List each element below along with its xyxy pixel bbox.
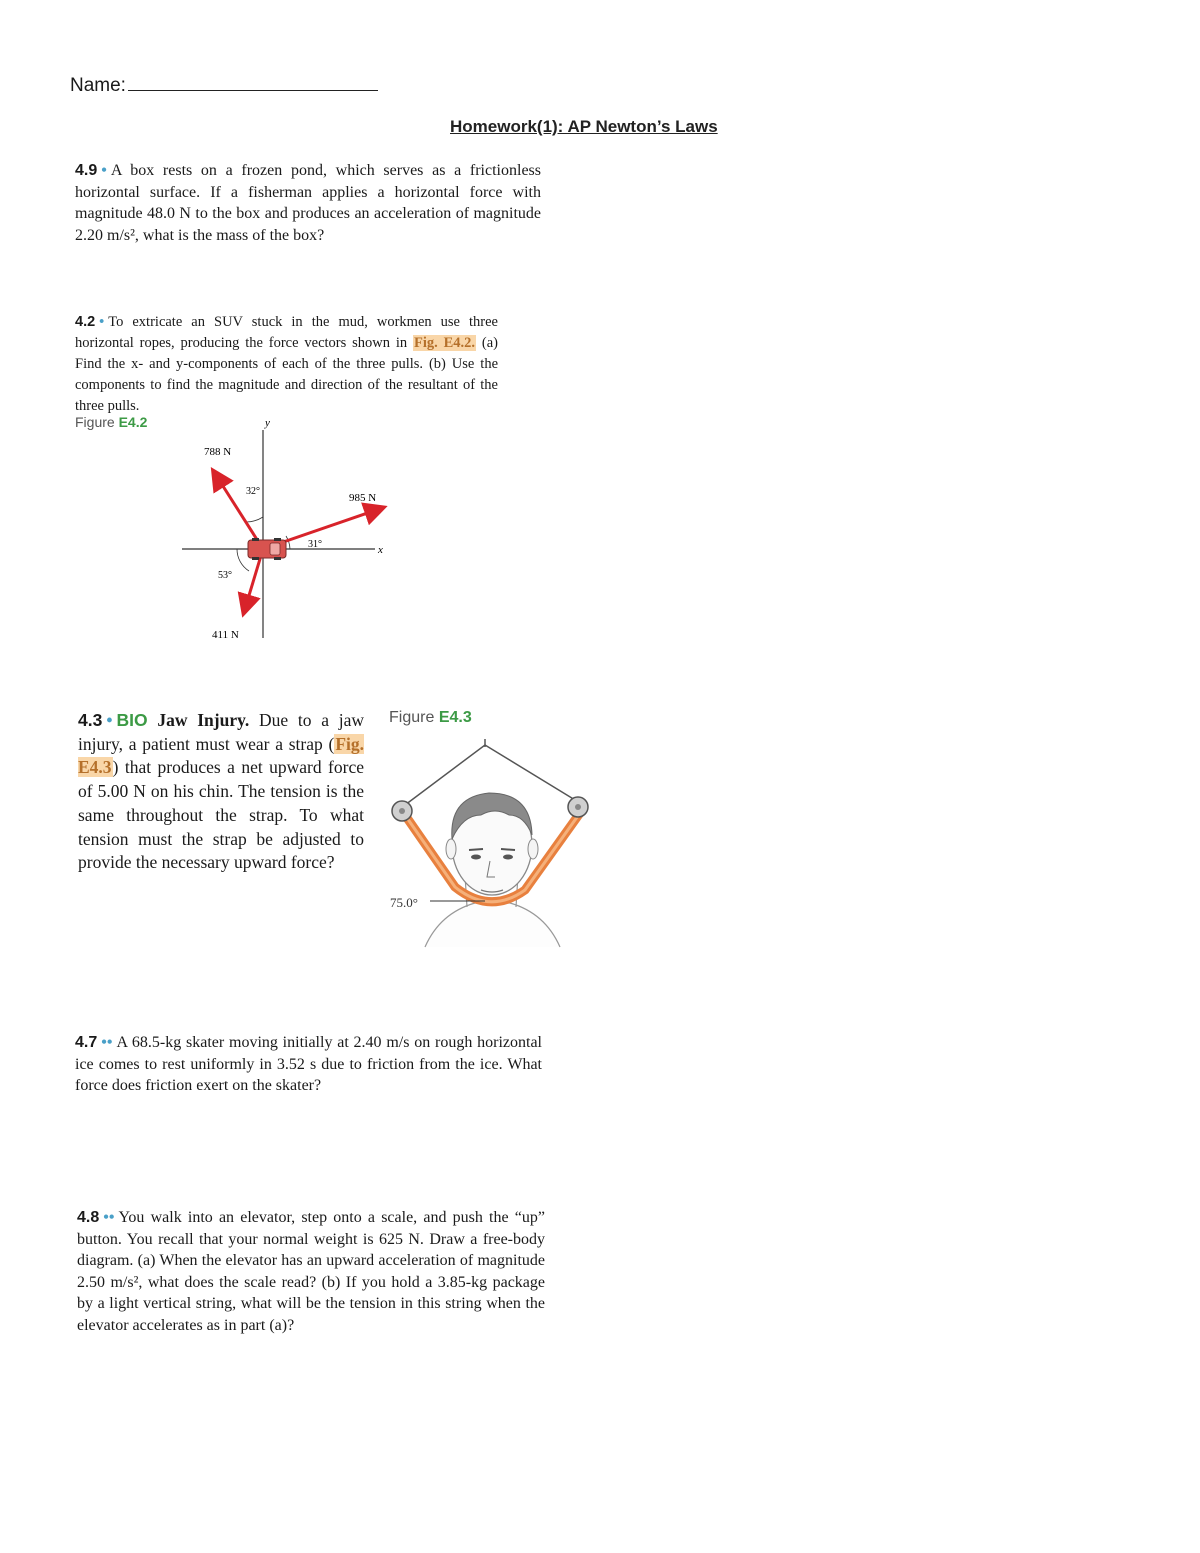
name-field — [70, 74, 378, 97]
problem-4-2 — [75, 312, 498, 417]
problem-heading: Jaw Injury. — [157, 710, 250, 730]
angle-arc-32 — [246, 517, 263, 522]
force-vector-diagram — [170, 410, 400, 645]
figure-id: E4.2 — [118, 414, 148, 430]
problem-text: Due to a jaw injury, a patient must wear a strap ( — [78, 710, 365, 754]
bio-tag: BIO — [116, 710, 148, 730]
figure-label: Figure — [75, 414, 115, 430]
angle-label: 75.0° — [390, 895, 418, 910]
problem-4-8 — [77, 1207, 545, 1336]
figure-id: E4.3 — [438, 709, 472, 726]
difficulty-dots-icon: •• — [101, 1034, 113, 1051]
figure-caption-e4-3 — [389, 709, 472, 727]
angle-arc-53 — [237, 549, 249, 571]
x-axis-label: x — [378, 544, 383, 556]
problem-number: 4.8 — [77, 1209, 100, 1226]
problem-4-7 — [75, 1032, 542, 1097]
figure-reference: Fig. E4.2. — [414, 335, 476, 351]
force-label-411: 411 N — [212, 629, 239, 641]
y-axis-label: y — [265, 417, 270, 429]
angle-label-53: 53° — [218, 570, 232, 581]
problem-text: A box rests on a frozen pond, which serves as a frictionless horizontal surface. If a fisherman applies a horizontal force with magnitude 48.0 N to the box and produces an acceleration of magnitude 2.20 m/s², what is the mass of the box? — [75, 162, 541, 244]
figure-reference: Fig. E4.3 — [78, 733, 364, 778]
right-eye — [503, 855, 513, 860]
figure-caption-e4-2 — [75, 414, 147, 430]
figure-label: Figure — [389, 709, 435, 726]
force-label-985: 985 N — [349, 492, 377, 504]
difficulty-dot-icon: • — [101, 162, 107, 179]
problem-4-9 — [75, 160, 541, 246]
right-pulley-axle — [575, 804, 581, 810]
problem-text: A 68.5-kg skater moving initially at 2.40 m/s on rough horizontal ice comes to rest uniformly in 3.52 s due to friction from the ice. What force does friction exert on the skater? — [75, 1034, 542, 1094]
left-ear — [446, 839, 456, 859]
shoulders — [425, 903, 560, 947]
name-label: Name: — [70, 75, 126, 96]
force-label-788: 788 N — [204, 446, 232, 458]
suv-icon — [248, 538, 286, 560]
angle-label-31: 31° — [308, 539, 322, 550]
difficulty-dot-icon: • — [106, 710, 113, 730]
left-pulley-axle — [399, 808, 405, 814]
angle-arc-31 — [286, 536, 290, 549]
problem-part-a: (a) Find the x- and y-components of each of the three pulls. — [75, 335, 498, 372]
right-ear — [528, 839, 538, 859]
left-eye — [471, 855, 481, 860]
problem-number: 4.3 — [78, 710, 103, 730]
difficulty-dots-icon: •• — [103, 1209, 115, 1226]
jaw-strap-figure — [385, 735, 600, 950]
problem-text: You walk into an elevator, step onto a scale, and push the “up” button. You recall that your normal weight is 625 N. Draw a free-body diagram. (a) When the elevator has an upward acceleration of magnitude 2.50 m/s², what does the scale read? (b) If you hold a 3.85-kg package by a light vertical string, what will be the tension in this string when the elevator accelerates as in part (a)? — [77, 1209, 545, 1334]
problem-text: To extricate an SUV stuck in the mud, workmen use three horizontal ropes, producing the force vectors shown in — [75, 314, 498, 351]
problem-number: 4.7 — [75, 1034, 98, 1051]
problem-number: 4.2 — [75, 314, 96, 330]
page-title: Homework(1): AP Newton’s Laws — [450, 117, 718, 136]
name-blank-line[interactable] — [128, 74, 378, 91]
force-vector-788 — [214, 472, 263, 549]
problem-number: 4.9 — [75, 162, 98, 179]
angle-label-32: 32° — [246, 486, 260, 497]
difficulty-dot-icon: • — [99, 314, 105, 330]
problem-text-cont: ) that produces a net upward force of 5.00 N on his chin. The tension is the same throughout the strap. To what tension must the strap be adjusted to provide the necessary upward force? — [78, 757, 364, 873]
problem-part-b: (b) Use the components to find the magnitude and direction of the resultant of the three pulls. — [75, 356, 499, 414]
problem-4-3 — [78, 709, 364, 875]
